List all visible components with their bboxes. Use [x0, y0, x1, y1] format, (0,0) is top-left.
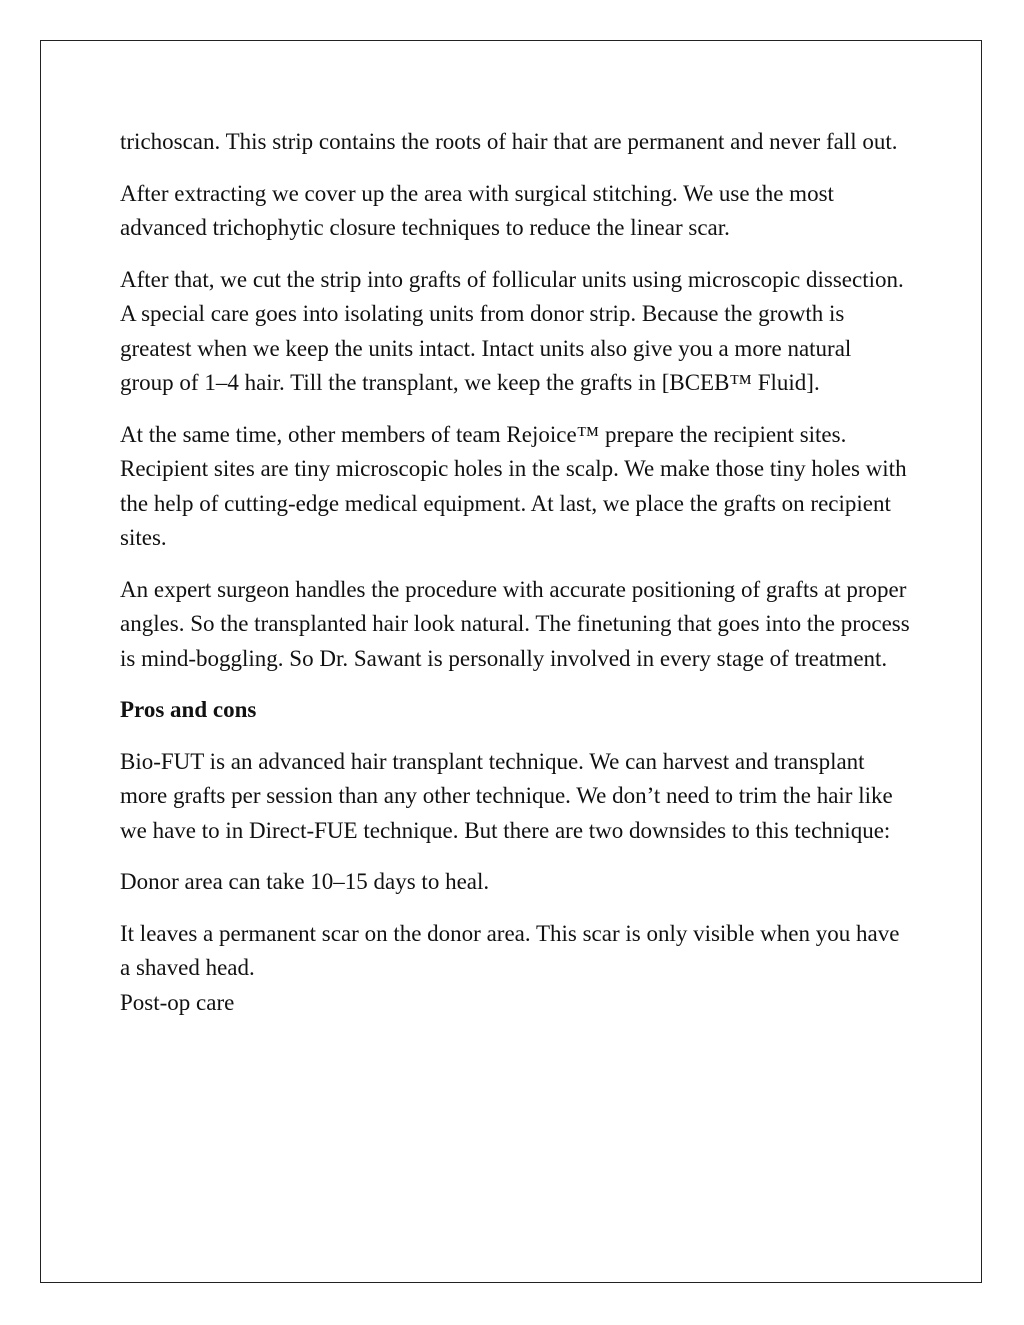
- paragraph-recipient-sites: At the same time, other members of team Rejoice™ prepare the recipient sites. Recipient sites are tiny microscopic holes in the scalp. We make those tiny holes with the help of cutting-edge medical equipment. At last, we place the grafts on recipient sites.: [120, 421, 907, 550]
- line-post-op-care: Post-op care: [120, 989, 235, 1015]
- document-body: [120, 125, 910, 1020]
- paragraph-follicular-units: After that, we cut the strip into grafts of follicular units using microscopic dissection. A special care goes into isolating units from donor strip. Because the growth is greatest when we keep the units intact. Intact units also give you a more natural group of 1–4 hair. Till the transplant, we keep the grafts in [BCEB™ Fluid].: [120, 266, 904, 395]
- paragraph-trichoscan: trichoscan. This strip contains the roots of hair that are permanent and never fall out.: [120, 129, 898, 154]
- paragraph-expert-surgeon: An expert surgeon handles the procedure with accurate positioning of grafts at proper angles. So the transplanted hair look natural. The finetuning that goes into the process is mind-boggling. So Dr. Sawant is personally involved in every stage of treatment.: [120, 576, 910, 671]
- paragraph-surgical-stitching: After extracting we cover up the area with surgical stitching. We use the most advanced trichophytic closure techniques to reduce the linear scar.: [120, 180, 834, 240]
- paragraph-bio-fut: Bio-FUT is an advanced hair transplant technique. We can harvest and transplant more grafts per session than any other technique. We don’t need to trim the hair like we have to in Direct-FUE technique. But there are two downsides to this technique:: [120, 748, 893, 843]
- paragraph-permanent-scar: It leaves a permanent scar on the donor area. This scar is only visible when you have a shaved head.: [120, 920, 900, 980]
- paragraph-donor-heal: Donor area can take 10–15 days to heal.: [120, 869, 490, 894]
- heading-pros-and-cons: Pros and cons: [120, 697, 257, 722]
